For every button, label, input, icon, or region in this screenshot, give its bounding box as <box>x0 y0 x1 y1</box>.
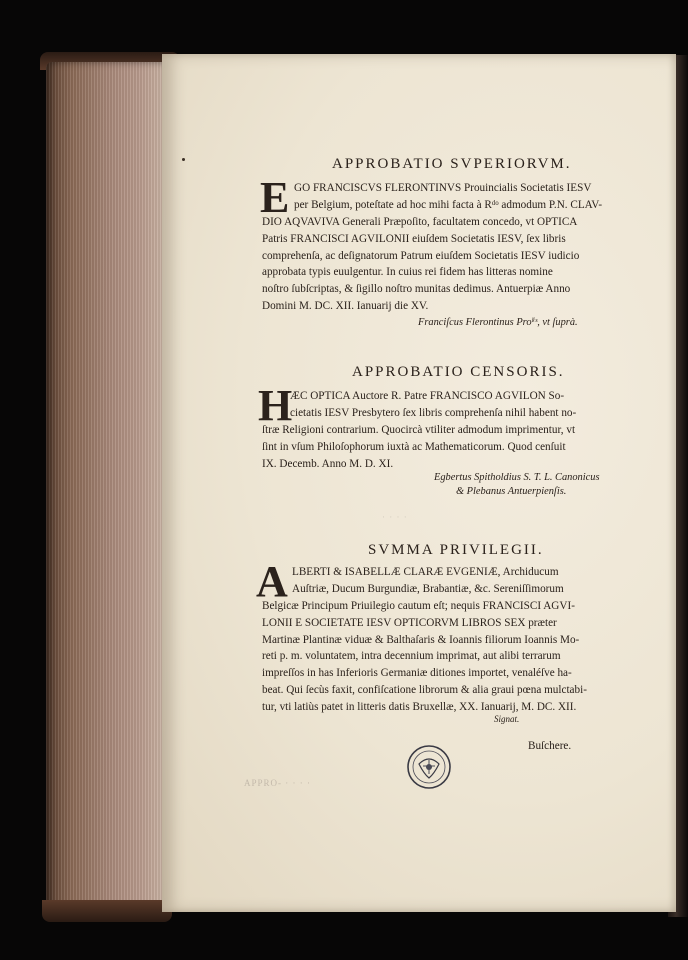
dropcap-h: H <box>258 381 293 430</box>
text-line: noſtro ſubſcriptas, & ſigillo noſtro munitas dedimus. Antuerpiæ Anno <box>262 283 571 296</box>
book-page-edge <box>46 62 164 910</box>
text-line: DIO AQVAVIVA Generali Præpoſito, facultatem concedo, vt OPTICA <box>262 216 578 228</box>
bleed-through-text: APPRO- · · · · <box>244 778 311 788</box>
text-line: impreſſos in has Inferioris Germaniæ ditiones importet, venaléſve ha- <box>262 667 572 680</box>
paragraph-censoris <box>290 388 576 422</box>
bleed-through-mark: · · · · <box>382 512 408 522</box>
text-line: ſint in vſum Philoſophorum iuxtà ac Mathematicorum. Quod cenſuit <box>262 440 566 453</box>
heading-approbatio-censoris: APPROBATIO CENSORIS. <box>352 364 565 380</box>
text-line: Martinæ Plantinæ viduæ & Balthaſaris & Ioannis filiorum Ioannis Mo- <box>262 633 580 646</box>
dropcap-e: E <box>260 173 290 222</box>
paragraph-privilegii <box>292 564 564 598</box>
signature-spitholdius-line2: & Plebanus Antuerpienſis. <box>456 486 567 497</box>
library-stamp-icon <box>406 744 452 790</box>
paragraph-superiorum <box>294 180 602 214</box>
text-line: GO FRANCISCVS FLERONTINVS Prouincialis Societatis IESV <box>294 182 592 194</box>
text-line: ÆC OPTICA Auctore R. Patre FRANCISCO AGVILON So- <box>290 390 565 402</box>
ink-dot <box>182 158 185 161</box>
text-line: Domini M. DC. XII. Ianuarij die XV. <box>262 299 429 312</box>
text-line: Patris FRANCISCI AGVILONII eiuſdem Societatis IESV, ſex libris <box>262 232 566 245</box>
text-line: Auſtriæ, Ducum Burgundiæ, Brabantiæ, &c. Sereniſſimorum <box>292 582 564 595</box>
book-cover-bottom <box>42 900 172 922</box>
paragraph-superiorum-cont <box>262 214 579 315</box>
dropcap-a: A <box>256 557 288 606</box>
text-line: tur, vti latiùs patet in litteris datis Bruxellæ, XX. Ianuarij, M. DC. XII. <box>262 700 577 713</box>
text-line: beat. Qui ſecùs faxit, confiſcatione librorum & alia graui pœna mulctabi- <box>262 683 587 696</box>
text-line: cietatis IESV Presbytero ſex libris comprehenſa nihil habent no- <box>290 406 577 419</box>
text-line: LONII E SOCIETATE IESV OPTICORVM LIBROS SEX præter <box>262 616 557 629</box>
text-line: Belgicæ Principum Priuilegio cautum eſt; nequis FRANCISCI AGVI- <box>262 600 575 612</box>
heading-summa-privilegii: SVMMA PRIVILEGII. <box>368 542 544 558</box>
signature-spitholdius-line1: Egbertus Spitholdius S. T. L. Canonicus <box>434 472 600 483</box>
text-line: comprehenſa, ac deſignatorum Patrum eiuſdem Societatis IESV iudicio <box>262 249 580 262</box>
paragraph-censoris-cont <box>262 422 575 472</box>
text-line: LBERTI & ISABELLÆ CLARÆ EVGENIÆ, Archiducum <box>292 566 559 578</box>
text-line: IX. Decemb. Anno M. D. XI. <box>262 457 394 470</box>
signature-buschere: Buſchere. <box>528 740 572 752</box>
text-line: ſtræ Religioni contrarium. Quocircà vtiliter admodum imprimentur, vt <box>262 424 576 436</box>
text-line: approbata typis euulgentur. In cuius rei fidem has litteras nomine <box>262 266 553 279</box>
signed-mark: Signat. <box>494 714 520 724</box>
paragraph-privilegii-cont <box>262 598 587 716</box>
heading-approbatio-superiorum: APPROBATIO SVPERIORVM. <box>332 156 572 172</box>
text-line: reti p. m. voluntatem, intra decennium imprimat, aut alibi terrarum <box>262 650 561 663</box>
text-line: per Belgium, poteſtate ad hoc mihi facta à Rᵈᵒ admodum P.N. CLAV- <box>294 198 603 211</box>
signature-flerontinus: Franciſcus Flerontinus Proˡⁱˢ, vt ſuprà. <box>418 317 578 328</box>
